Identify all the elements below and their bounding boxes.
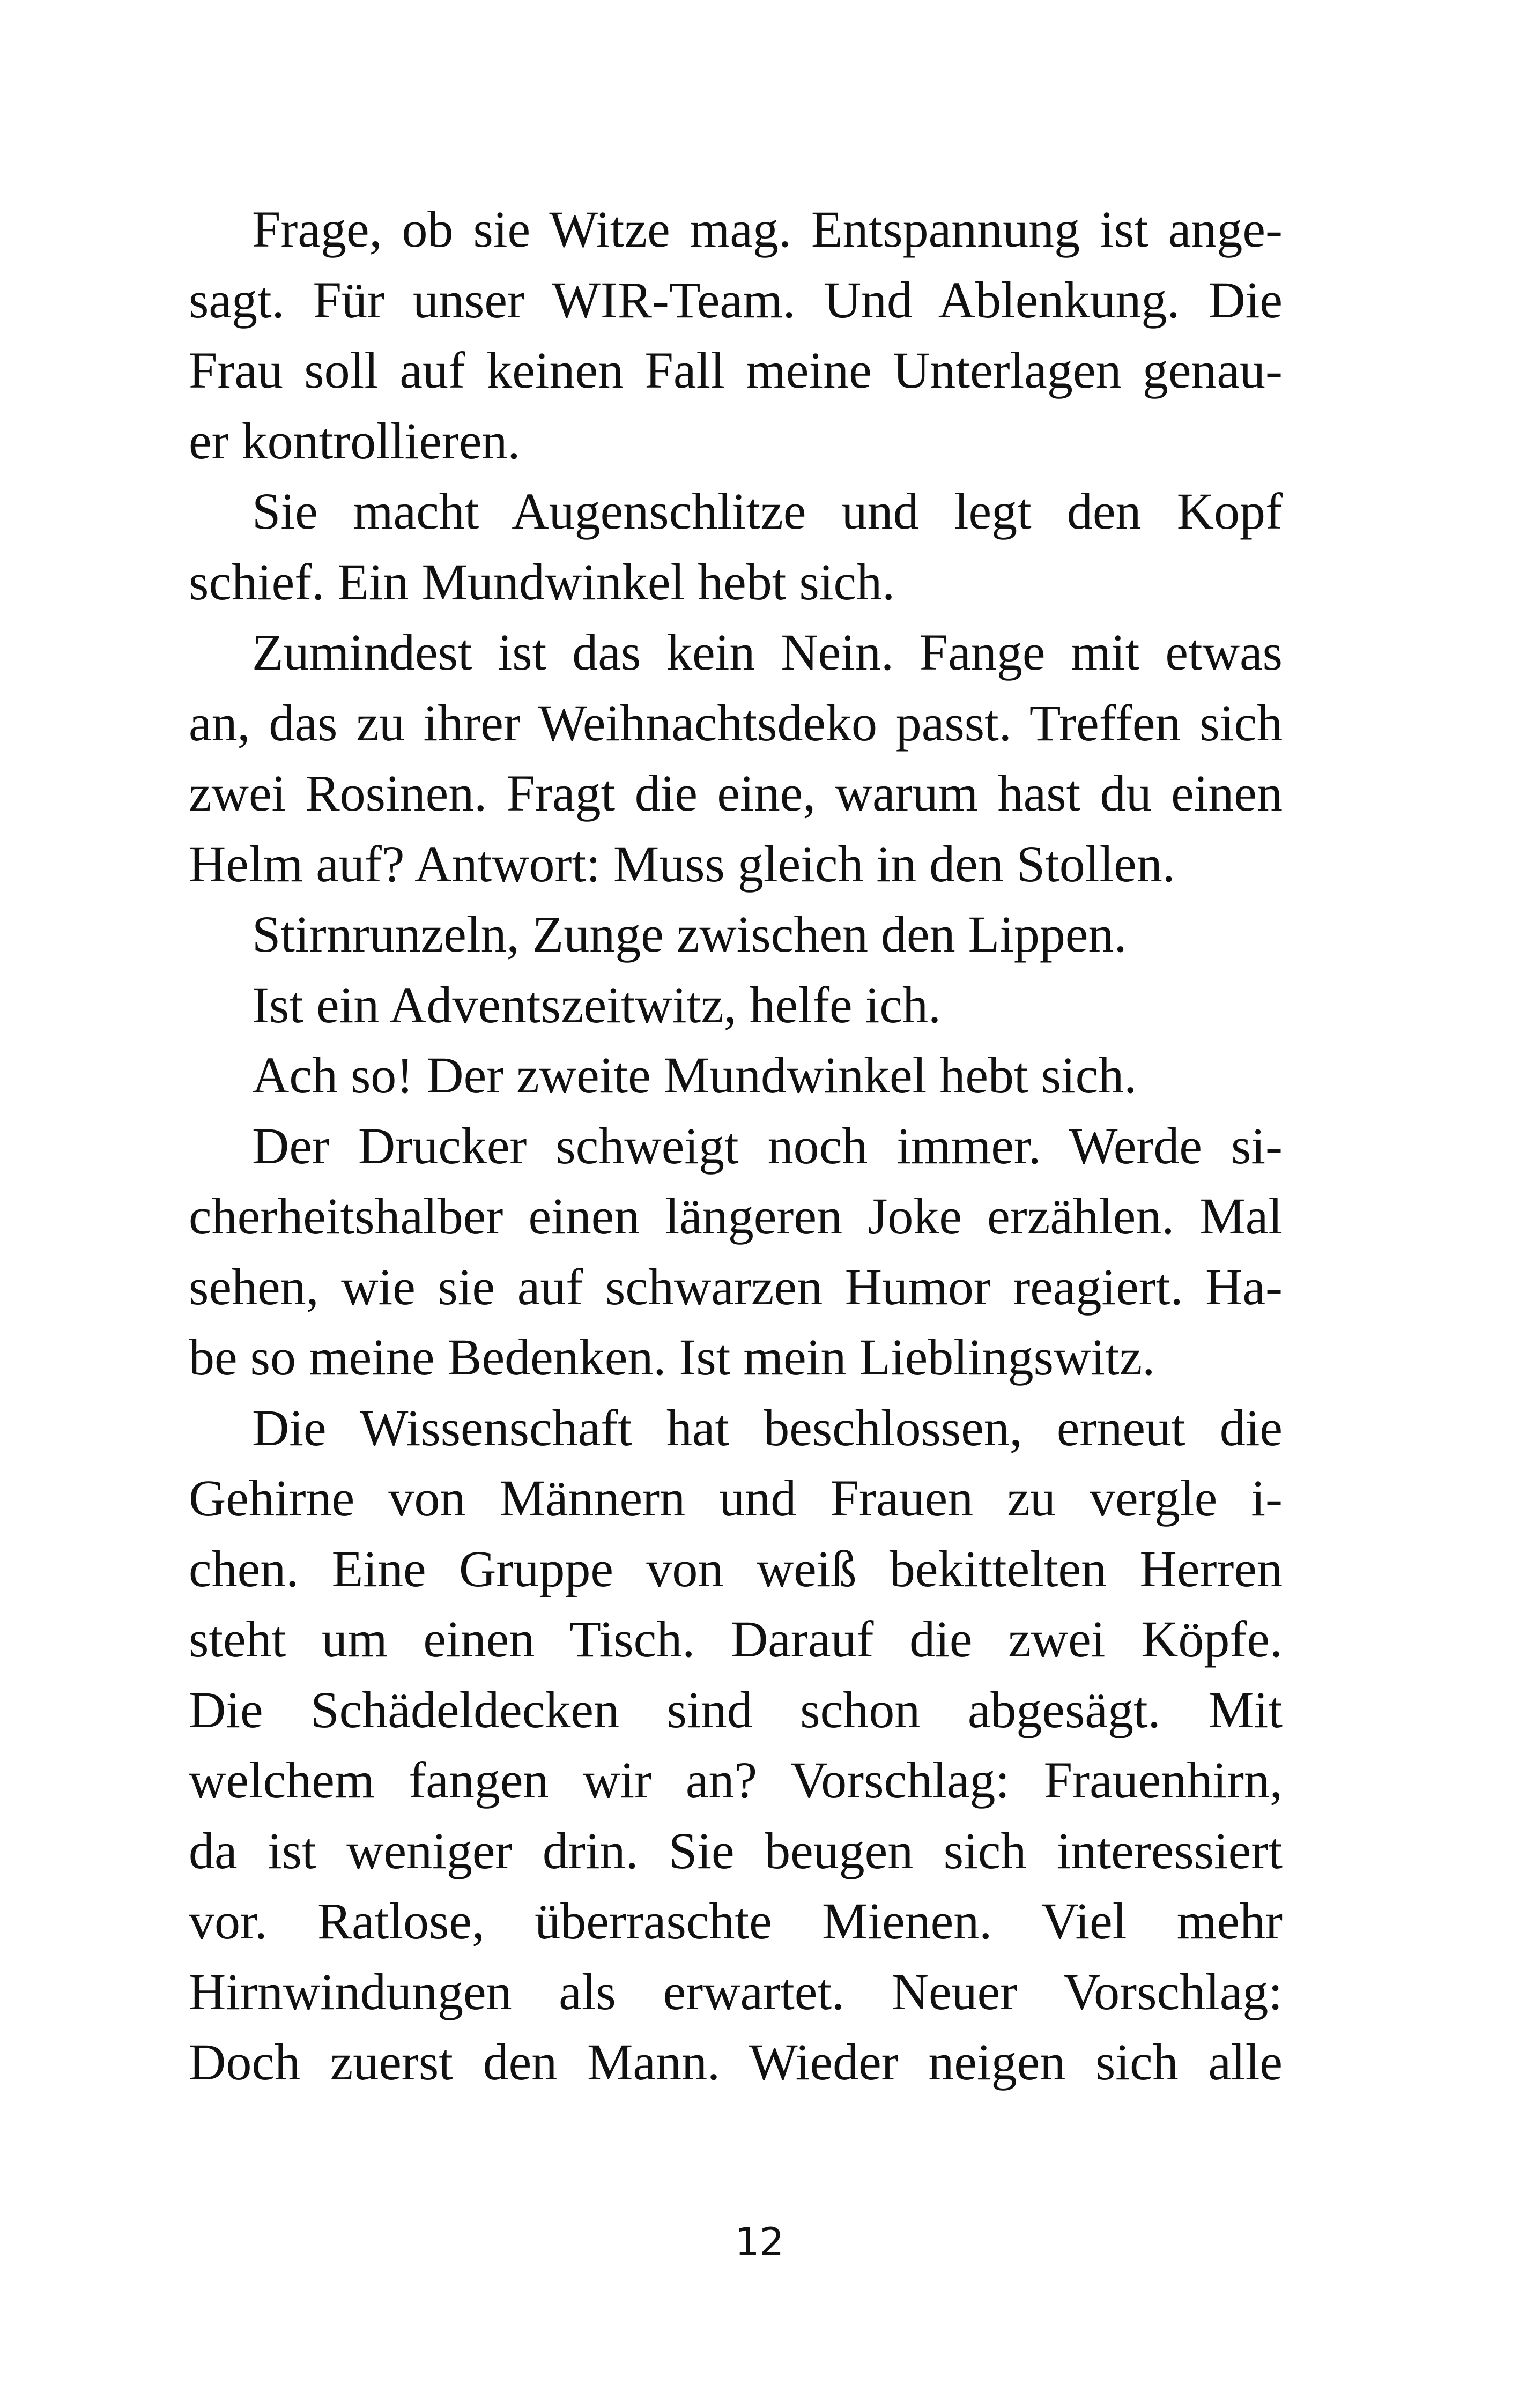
text-line: Sie macht Augenschlitze und legt den Kopf xyxy=(252,482,1283,540)
paragraph xyxy=(189,194,1283,476)
text-line: Ist ein Adventszeitwitz, helfe ich. xyxy=(252,976,941,1034)
text-line: welchem fangen wir an? Vorschlag: Frauenhirn, xyxy=(189,1751,1283,1809)
text-line: Hirnwindungen als erwartet. Neuer Vorschlag: xyxy=(189,1963,1283,2020)
paragraph xyxy=(189,1040,1283,1111)
text-line: Der Drucker schweigt noch immer. Werde si- xyxy=(252,1117,1283,1175)
paragraph xyxy=(189,970,1283,1041)
text-line: schief. Ein Mundwinkel hebt sich. xyxy=(189,553,895,611)
text-line: Stirnrunzeln, Zunge zwischen den Lippen. xyxy=(252,905,1127,963)
paragraph xyxy=(189,617,1283,899)
text-line: Frage, ob sie Witze mag. Entspannung ist ange- xyxy=(252,200,1283,258)
paragraph xyxy=(189,899,1283,970)
text-line: zwei Rosinen. Fragt die eine, warum hast du einen xyxy=(189,764,1283,822)
text-line: Doch zuerst den Mann. Wieder neigen sich alle xyxy=(189,2033,1283,2091)
text-line: Ach so! Der zweite Mundwinkel hebt sich. xyxy=(252,1046,1137,1104)
text-line: Zumindest ist das kein Nein. Fange mit etwas xyxy=(252,623,1283,681)
text-line: Helm auf? Antwort: Muss gleich in den Stollen. xyxy=(189,835,1175,893)
text-line: an, das zu ihrer Weihnachtsdeko passt. Treffen sich xyxy=(189,694,1283,752)
page-number: 12 xyxy=(735,2219,784,2264)
paragraph xyxy=(189,1393,1283,2098)
text-line: er kontrollieren. xyxy=(189,412,521,470)
text-line: be so meine Bedenken. Ist mein Lieblingswitz. xyxy=(189,1328,1155,1386)
text-line: Frau soll auf keinen Fall meine Unterlagen genau- xyxy=(189,341,1283,399)
text-line: Die Wissenschaft hat beschlossen, erneut die xyxy=(252,1399,1283,1456)
text-line: chen. Eine Gruppe von weiß bekittelten Herren xyxy=(189,1540,1283,1597)
text-line: Gehirne von Männern und Frauen zu vergle i- xyxy=(189,1469,1283,1527)
text-line: cherheitshalber einen längeren Joke erzählen. Mal xyxy=(189,1187,1283,1245)
text-line: steht um einen Tisch. Darauf die zwei Köpfe. xyxy=(189,1610,1283,1668)
text-line: sehen, wie sie auf schwarzen Humor reagiert. Ha- xyxy=(189,1258,1283,1316)
text-line: sagt. Für unser WIR-Team. Und Ablenkung. Die xyxy=(189,271,1283,329)
text-line: da ist weniger drin. Sie beugen sich interessiert xyxy=(189,1822,1283,1879)
paragraph xyxy=(189,1111,1283,1393)
body-text xyxy=(189,194,1283,2098)
text-line: Die Schädeldecken sind schon abgesägt. Mit xyxy=(189,1681,1283,1738)
paragraph xyxy=(189,476,1283,617)
text-line: vor. Ratlose, überraschte Mienen. Viel mehr xyxy=(189,1892,1283,1950)
